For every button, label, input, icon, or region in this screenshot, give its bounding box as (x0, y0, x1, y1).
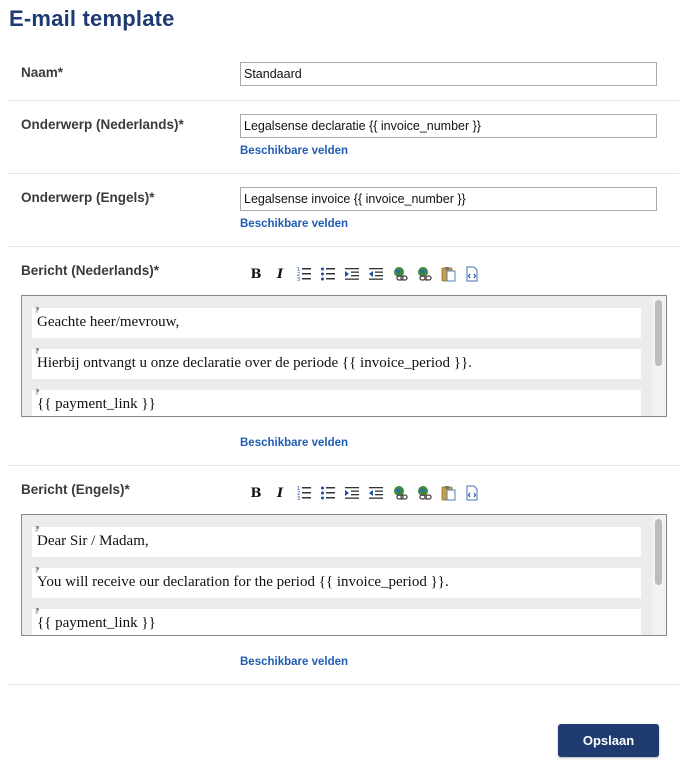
ordered-list-icon (296, 266, 312, 282)
paste-button[interactable] (436, 483, 460, 503)
insert-link-button[interactable] (388, 264, 412, 284)
svg-text:2: 2 (297, 491, 301, 497)
message-nl-label: Bericht (Nederlands)* (21, 263, 160, 278)
italic-button[interactable] (268, 264, 292, 284)
paragraph-text: Dear Sir / Madam, (37, 533, 149, 549)
source-code-button[interactable] (460, 264, 484, 284)
message-en-fields-link[interactable]: Beschikbare velden (240, 656, 349, 668)
editor-paragraph[interactable] (32, 390, 641, 417)
message-nl-fields-link[interactable]: Beschikbare velden (240, 437, 349, 449)
subject-en-input[interactable] (240, 187, 657, 211)
outdent-icon (368, 485, 384, 501)
paragraph-marker-icon: ⁋ (35, 306, 40, 314)
svg-text:1: 1 (297, 267, 301, 273)
ordered-list-button[interactable] (292, 264, 316, 284)
editor-paragraph[interactable] (32, 308, 641, 338)
editor-paragraph[interactable] (32, 609, 641, 636)
unordered-list-icon (320, 485, 336, 501)
bold-button[interactable] (244, 483, 268, 503)
indent-icon (344, 485, 360, 501)
svg-text:2: 2 (297, 272, 301, 278)
svg-text:3: 3 (297, 277, 301, 282)
indent-icon (344, 266, 360, 282)
outdent-button[interactable] (364, 264, 388, 284)
message-nl-row (8, 246, 679, 466)
source-code-icon (464, 266, 480, 282)
outdent-button[interactable] (364, 483, 388, 503)
bold-button[interactable] (244, 264, 268, 284)
name-row (8, 47, 679, 101)
subject-en-fields-link[interactable]: Beschikbare velden (240, 218, 349, 230)
scrollbar-thumb[interactable] (655, 300, 662, 366)
unordered-list-icon (320, 266, 336, 282)
message-nl-editor[interactable] (21, 295, 667, 417)
editor-scrollbar[interactable] (652, 296, 666, 416)
paste-icon (440, 266, 456, 282)
page-title: E-mail template (9, 6, 175, 31)
unordered-list-button[interactable] (316, 264, 340, 284)
paragraph-marker-icon: ⁋ (35, 347, 40, 355)
editor-paragraph[interactable] (32, 527, 641, 557)
unordered-list-button[interactable] (316, 483, 340, 503)
subject-nl-row (8, 100, 679, 174)
italic-icon: I (276, 266, 284, 282)
message-en-label: Bericht (Engels)* (21, 482, 130, 497)
insert-link-icon (392, 266, 408, 282)
paste-button[interactable] (436, 264, 460, 284)
message-en-editor[interactable] (21, 514, 667, 636)
indent-button[interactable] (340, 483, 364, 503)
save-button[interactable]: Opslaan (558, 724, 659, 757)
svg-text:1: 1 (297, 486, 301, 492)
editor-paragraph[interactable] (32, 349, 641, 379)
editor-paragraph[interactable] (32, 568, 641, 598)
remove-link-button[interactable] (412, 264, 436, 284)
name-label: Naam* (21, 65, 64, 80)
paragraph-text: You will receive our declaration for the period {{ invoice_period }}. (37, 574, 449, 590)
source-code-icon (464, 485, 480, 501)
message-nl-toolbar (244, 264, 484, 284)
paragraph-text: {{ payment_link }} (37, 615, 156, 631)
paragraph-marker-icon: ⁋ (35, 525, 40, 533)
name-input[interactable] (240, 62, 657, 86)
paragraph-marker-icon: ⁋ (35, 388, 40, 396)
scrollbar-thumb[interactable] (655, 519, 662, 585)
insert-link-icon (392, 485, 408, 501)
subject-en-label: Onderwerp (Engels)* (21, 190, 155, 205)
ordered-list-icon (296, 485, 312, 501)
paragraph-marker-icon: ⁋ (35, 607, 40, 615)
subject-en-row (8, 173, 679, 247)
paragraph-marker-icon: ⁋ (35, 566, 40, 574)
editor-scrollbar[interactable] (652, 515, 666, 635)
italic-icon: I (276, 485, 284, 501)
subject-nl-fields-link[interactable]: Beschikbare velden (240, 145, 349, 157)
svg-text:3: 3 (297, 496, 301, 501)
bold-icon: B (250, 485, 262, 501)
remove-link-icon (416, 485, 432, 501)
outdent-icon (368, 266, 384, 282)
bold-icon: B (250, 266, 262, 282)
ordered-list-button[interactable] (292, 483, 316, 503)
source-code-button[interactable] (460, 483, 484, 503)
subject-nl-label: Onderwerp (Nederlands)* (21, 117, 184, 132)
remove-link-button[interactable] (412, 483, 436, 503)
remove-link-icon (416, 266, 432, 282)
paragraph-text: Hierbij ontvangt u onze declaratie over de periode {{ invoice_period }}. (37, 355, 472, 371)
subject-nl-input[interactable] (240, 114, 657, 138)
message-en-row (8, 465, 679, 685)
message-en-toolbar (244, 483, 484, 503)
insert-link-button[interactable] (388, 483, 412, 503)
paragraph-text: {{ payment_link }} (37, 396, 156, 412)
paste-icon (440, 485, 456, 501)
indent-button[interactable] (340, 264, 364, 284)
paragraph-text: Geachte heer/mevrouw, (37, 314, 180, 330)
italic-button[interactable] (268, 483, 292, 503)
